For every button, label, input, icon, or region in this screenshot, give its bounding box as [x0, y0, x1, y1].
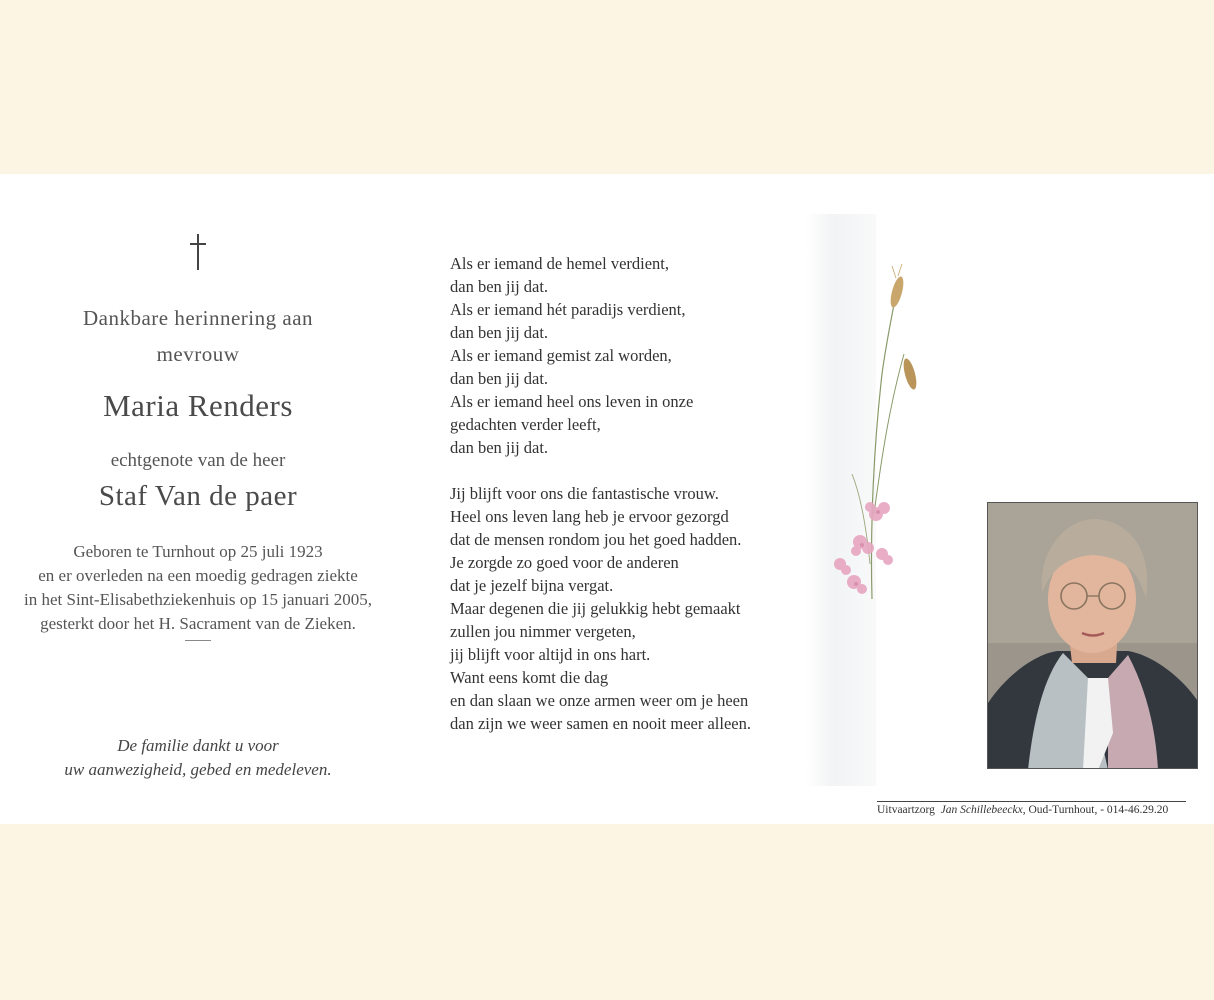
spouse-name: Staf Van de paer [98, 480, 298, 512]
poem-line: dat je jezelf bijna vergat. [450, 576, 614, 595]
deceased-name: Maria Renders [103, 388, 293, 423]
intro-line-1: Dankbare herinnering aan [82, 306, 314, 330]
poem-line: Als er iemand heel ons leven in onze [450, 392, 694, 411]
poem-stanza-1 [450, 252, 810, 459]
intro-line-2: mevrouw [156, 342, 240, 366]
funeral-home-credit [877, 804, 1197, 816]
portrait-photo [987, 502, 1198, 769]
family-thanks [0, 734, 396, 782]
biography [0, 540, 396, 636]
poem-line: zullen jou nimmer vergeten, [450, 622, 636, 641]
poem-line: Als er iemand hét paradijs verdient, [450, 300, 686, 319]
bio-line: Geboren te Turnhout op 25 juli 1923 [73, 542, 323, 561]
poem-line: Als er iemand gemist zal worden, [450, 346, 672, 365]
footer-company: Jan Schillebeeckx [940, 804, 1023, 816]
divider [185, 640, 211, 641]
left-panel [0, 174, 396, 824]
cross-icon [187, 234, 209, 274]
thanks-line: uw aanwezigheid, gebed en medeleven. [64, 760, 332, 779]
spouse-prefix: echtgenote van de heer [110, 450, 286, 471]
poem-line: en dan slaan we onze armen weer om je heen [450, 691, 749, 710]
poem-line: Maar degenen die jij gelukkig hebt gemaakt [450, 599, 741, 618]
bio-line: gesterkt door het H. Sacrament van de Zieken. [40, 614, 356, 633]
poem-line: gedachten verder leeft, [450, 415, 601, 434]
poem-line: Heel ons leven lang heb je ervoor gezorgd [450, 507, 729, 526]
poem-stanza-2 [450, 482, 810, 735]
footer-contact: , Oud-Turnhout, - 014-46.29.20 [1022, 804, 1169, 816]
footer-divider [877, 801, 1186, 802]
thanks-line: De familie dankt u voor [117, 736, 279, 755]
poem-line: Jij blijft voor ons die fantastische vrouw. [450, 484, 719, 503]
memorial-card [0, 174, 1214, 824]
poem-line: dan ben jij dat. [450, 323, 549, 342]
poem-line: Je zorgde zo goed voor de anderen [450, 553, 679, 572]
poem [450, 252, 810, 735]
footer-label: Uitvaartzorg [877, 804, 935, 816]
poem-line: Want eens komt die dag [450, 668, 609, 687]
poem-line: dat de mensen rondom jou het goed hadden. [450, 530, 742, 549]
flower-illustration-icon [812, 264, 932, 604]
bio-line: in het Sint-Elisabethziekenhuis op 15 januari 2005, [24, 590, 372, 609]
poem-line: dan ben jij dat. [450, 277, 549, 296]
poem-line: jij blijft voor altijd in ons hart. [450, 645, 651, 664]
poem-line: dan ben jij dat. [450, 369, 549, 388]
poem-line: dan ben jij dat. [450, 438, 549, 457]
poem-line: Als er iemand de hemel verdient, [450, 254, 670, 273]
poem-line: dan zijn we weer samen en nooit meer alleen. [450, 714, 751, 733]
bio-line: en er overleden na een moedig gedragen ziekte [38, 566, 358, 585]
